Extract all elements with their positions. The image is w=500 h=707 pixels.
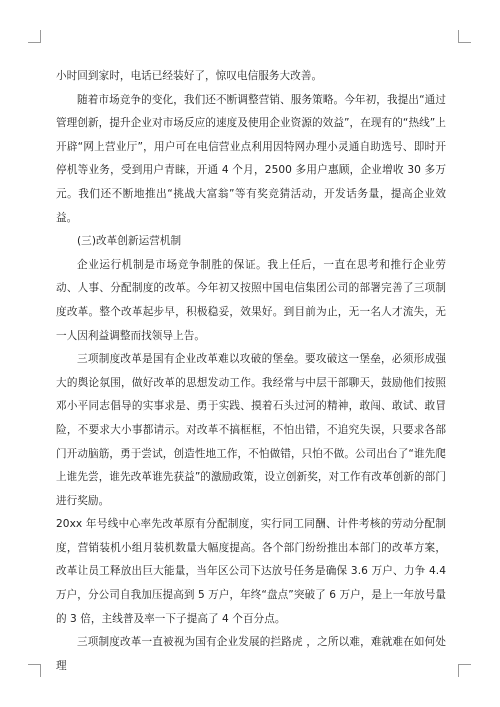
paragraph-distribution-reform: 20xx 年号线中心率先改革原有分配制度，实行同工同酬、计件考核的劳动分配制度，营销装机小组月装机数量大幅度提高。各个部门纷纷推出本部门的改革方案，改革让员工释放出巨大能量，当年区公司下达放号任务是确保 3.6 万户、力争 4.4 万户，分公司自我加压提高到 5 万户，年终“盘点”突破了 6 万户，是上一年放号量的 3 倍，主线普及率一下子提高了 4 个百分点。 [56,518,446,625]
crop-mark-bottom-left [28,664,41,677]
paragraph-three-reforms: 三项制度改革是国有企业改革难以攻破的堡垒。要攻破这一堡垒，必须形成强大的舆论氛围，做好改革的思想发动工作。我经常与中层干部聊天，鼓励他们按照邓小平同志倡导的实事求是、勇于实践、摸着石头过河的精神，敢闯、敢试、敢冒险，不要求大小事都请示。对改革不搞框框，不怕出错，不追究失误，只要求各部门开动脑筋，勇于尝试，创造性地工作，不怕做错，只怕不做。公司出台了“谁先爬上谁先尝，谁先改革谁先获益”的激励政策，设立创新奖，对工作有改革创新的部门进行奖励。 [56,353,446,507]
paragraph-operating-mechanism: 企业运行机制是市场竞争制胜的保证。我上任后，一直在思考和推行企业劳动、人事、分配制度的改革。今年初又按照中国电信集团公司的部署完善了三项制度改革。整个改革起步早，积极稳妥，效果好。到目前为止，无一名人才流失，无一人因利益调整而找领导上告。 [56,258,446,342]
crop-mark-top-right [458,30,471,43]
crop-mark-bottom-right [458,664,471,677]
paragraph-obstacle: 三项制度改革一直被视为国有企业发展的拦路虎 ，之所以难，难就难在如何处理 [56,636,446,672]
paragraph-continuation: 小时回到家时，电话已经装好了，惊叹电信服务大改善。 [56,70,323,82]
document-body [56,65,446,678]
paragraph-marketing-strategy: 随着市场竞争的变化，我们还不断调整营销、服务策略。今年初，我提出“通过管理创新，提升企业对市场反应的速度及使用企业资源的效益”，在现有的“热线”上开辟“网上营业厅”，用户可在电信营业点利用因特网办理小灵通自助选号、即时开停机等业务，受到用户青睐，开通 4 个月，2500 多用户惠顾，企业增收 30 多万元。我们还不断地推出“挑战大富翁”等有奖竞猜活动，开发话务量，提高企业效益。 [56,93,446,224]
section-heading: (三)改革创新运营机制 [77,235,182,248]
crop-mark-top-left [28,30,41,43]
